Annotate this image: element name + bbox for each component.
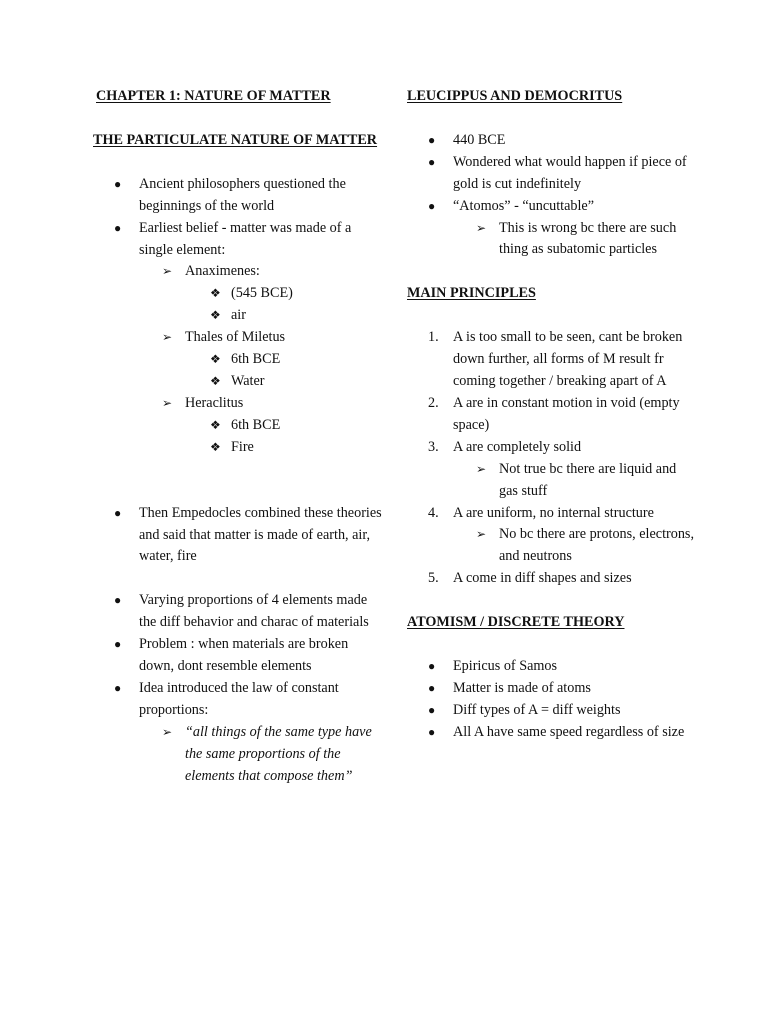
list-item	[407, 656, 697, 678]
list-item	[93, 634, 383, 678]
list-item-text: Then Empedocles combined these theories and said that matter is made of earth, air, water, fire	[139, 504, 382, 565]
bullet-icon: ●	[428, 680, 436, 695]
diamond-icon: ❖	[210, 352, 221, 367]
list-item	[407, 196, 697, 218]
bullet-icon: ●	[114, 637, 122, 652]
list-item	[407, 393, 697, 437]
list-item-text: A are uniform, no internal structure	[453, 504, 654, 521]
list-item-text: Thales of Miletus	[185, 329, 286, 346]
list-item	[407, 437, 697, 459]
diamond-icon: ❖	[210, 373, 221, 388]
list-item	[93, 393, 383, 415]
list-item-text: (545 BCE)	[231, 285, 293, 302]
list-item	[93, 415, 383, 437]
list-item	[93, 437, 383, 459]
diamond-icon: ❖	[210, 417, 221, 432]
list-item	[407, 678, 697, 700]
bullet-icon: ●	[114, 680, 122, 695]
list-item-text: Idea introduced the law of constant proportions:	[139, 679, 339, 718]
list-item	[93, 503, 383, 569]
list-item	[407, 503, 697, 525]
list-item	[407, 130, 697, 152]
bullet-icon: ●	[428, 702, 436, 717]
list-item-text: A are in constant motion in void (empty space)	[453, 394, 680, 433]
bullet-icon: ●	[114, 593, 122, 608]
list-item	[407, 218, 697, 262]
list-item-text: Not true bc there are liquid and gas stuff	[499, 460, 677, 499]
right-column	[407, 86, 697, 744]
section-title-atomism: ATOMISM / DISCRETE THEORY	[407, 614, 625, 631]
bullet-icon: ●	[114, 176, 122, 191]
list-item-text: Water	[231, 372, 265, 389]
list-item	[93, 722, 383, 788]
bullet-icon: ●	[428, 659, 436, 674]
list-number: 3.	[428, 438, 439, 455]
arrow-icon: ➢	[162, 264, 173, 279]
list-item-text: Earliest belief - matter was made of a single element:	[139, 219, 352, 258]
bullet-icon: ●	[114, 505, 122, 520]
list-item	[93, 371, 383, 393]
list-item	[93, 283, 383, 305]
list-item-text: All A have same speed regardless of size	[453, 723, 685, 740]
list-item-text: A are completely solid	[453, 438, 582, 455]
list-item-text: 6th BCE	[231, 351, 281, 368]
list-item-text: No bc there are protons, electrons, and neutrons	[499, 526, 695, 565]
list-item-text: “Atomos” - “uncuttable”	[453, 197, 595, 214]
arrow-icon: ➢	[162, 395, 173, 410]
list-item-text: Ancient philosophers questioned the beginnings of the world	[139, 175, 346, 214]
arrow-icon: ➢	[162, 724, 173, 739]
list-item-text: Anaximenes:	[185, 263, 260, 280]
bullet-icon: ●	[428, 154, 436, 169]
list-item-text: air	[231, 307, 246, 324]
list-item-text: 6th BCE	[231, 416, 281, 433]
list-item-text: Fire	[231, 438, 254, 455]
bullet-icon: ●	[428, 724, 436, 739]
arrow-icon: ➢	[162, 330, 173, 345]
arrow-icon: ➢	[476, 461, 487, 476]
list-number: 4.	[428, 504, 439, 521]
list-item-text: Varying proportions of 4 elements made the diff behavior and charac of materials	[139, 592, 369, 631]
list-item	[407, 524, 697, 568]
list-item	[407, 722, 697, 744]
list-item	[93, 305, 383, 327]
list-item-text: A come in diff shapes and sizes	[453, 570, 632, 587]
bullet-icon: ●	[428, 132, 436, 147]
list-item	[407, 568, 697, 590]
list-number: 2.	[428, 394, 439, 411]
list-number: 5.	[428, 570, 439, 587]
list-item-text: Epiricus of Samos	[453, 658, 558, 675]
list-item-text: This is wrong bc there are such thing as subatomic particles	[499, 219, 677, 258]
section-title-leucippus: LEUCIPPUS AND DEMOCRITUS	[407, 88, 623, 104]
list-item	[407, 459, 697, 503]
arrow-icon: ➢	[476, 220, 487, 235]
section-title: THE PARTICULATE NATURE OF MATTER	[93, 131, 378, 148]
list-item	[93, 327, 383, 349]
list-item-text: Wondered what would happen if piece of gold is cut indefinitely	[453, 153, 687, 192]
bullet-icon: ●	[114, 220, 122, 235]
list-item-text: A is too small to be seen, cant be broken down further, all forms of M result fr coming together / breaking apart of A	[453, 329, 683, 390]
list-item	[93, 590, 383, 634]
list-item	[93, 349, 383, 371]
list-item-text: Problem : when materials are broken down, dont resemble elements	[139, 636, 349, 675]
list-item	[93, 261, 383, 283]
diamond-icon: ❖	[210, 439, 221, 454]
list-item	[407, 700, 697, 722]
list-item	[93, 678, 383, 722]
list-item	[93, 218, 383, 262]
arrow-icon: ➢	[476, 527, 487, 542]
list-item-text: Diff types of A = diff weights	[453, 701, 621, 718]
chapter-title: CHAPTER 1: NATURE OF MATTER	[96, 88, 331, 104]
list-item	[407, 152, 697, 196]
diamond-icon: ❖	[210, 308, 221, 323]
list-item	[407, 327, 697, 393]
diamond-icon: ❖	[210, 286, 221, 301]
section-title-principles: MAIN PRINCIPLES	[407, 285, 536, 302]
list-number: 1.	[428, 329, 439, 346]
list-item-text: 440 BCE	[453, 131, 506, 148]
bullet-icon: ●	[428, 198, 436, 213]
quote-text: “all things of the same type have the same proportions of the elements that compose them”	[185, 723, 372, 784]
list-item-text: Heraclitus	[185, 394, 244, 411]
left-column	[93, 86, 383, 787]
list-item	[93, 174, 383, 218]
list-item-text: Matter is made of atoms	[453, 679, 591, 696]
